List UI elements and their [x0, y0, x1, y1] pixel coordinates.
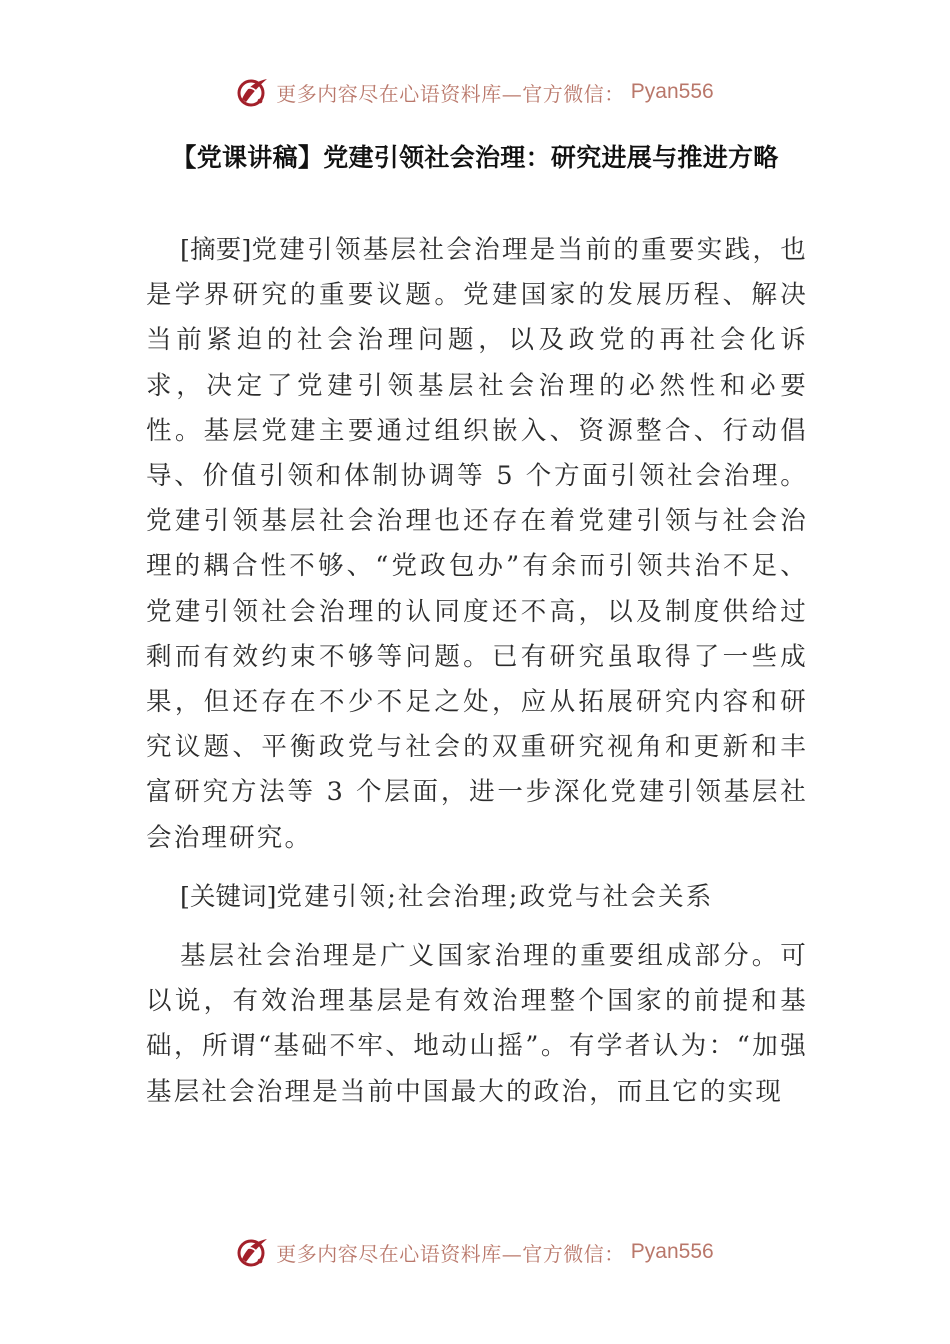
document-title: 【党课讲稿】党建引领社会治理：研究进展与推进方略 — [171, 143, 779, 172]
abstract-label: [摘要] — [180, 235, 252, 265]
footer-watermark-banner — [0, 1232, 950, 1272]
header-watermark-text: 更多内容尽在心语资料库—官方微信： — [276, 81, 625, 106]
header-wechat-id: Pyan556 — [630, 80, 714, 103]
footer-wechat-id: Pyan556 — [630, 1240, 714, 1263]
keywords-text: 党建引领;社会治理;政党与社会关系 — [276, 881, 714, 912]
abstract-text: 党建引领基层社会治理是当前的重要实践，也是学界研究的重要议题。党建国家的发展历程、解决当前紧迫的社会治理问题，以及政党的再社会化诉求，决定了党建引领基层社会治理的必然性和必要性。基层党建主要通过组织嵌入、资源整合、行动倡导、价值引领和体制协调等 5 个方面引领社会治理。党建引领基层社会治理也还存在着党建引领与社会治理的耦合性不够、“党政包办”有余而引领共治不足、党建引领社会治理的认同度还不高，以及制度供给过剩而有效约束不够等问题。已有研究虽取得了一些成果，但还存在不少不足之处，应从拓展研究内容和研究议题、平衡政党与社会的双重研究视角和更新和丰富研究方法等 3 个层面，进一步深化党建引领基层社会治理研究。 — [146, 235, 808, 853]
header-watermark-banner — [0, 72, 950, 112]
brand-logo-icon — [236, 75, 270, 109]
intro-paragraph: 基层社会治理是广义国家治理的重要组成部分。可以说，有效治理基层是有效治理整个国家的前提和基础，所谓“基础不牢、地动山摇”。有学者认为：“加强基层社会治理是当前中国最大的政治，而且它的实现 — [146, 941, 808, 1107]
keywords-paragraph — [146, 875, 808, 920]
document-body — [146, 228, 808, 1129]
keywords-label: [关键词] — [180, 881, 277, 912]
footer-watermark-text: 更多内容尽在心语资料库—官方微信： — [276, 1241, 625, 1266]
brand-logo-icon — [236, 1235, 270, 1269]
abstract-paragraph — [146, 228, 808, 861]
